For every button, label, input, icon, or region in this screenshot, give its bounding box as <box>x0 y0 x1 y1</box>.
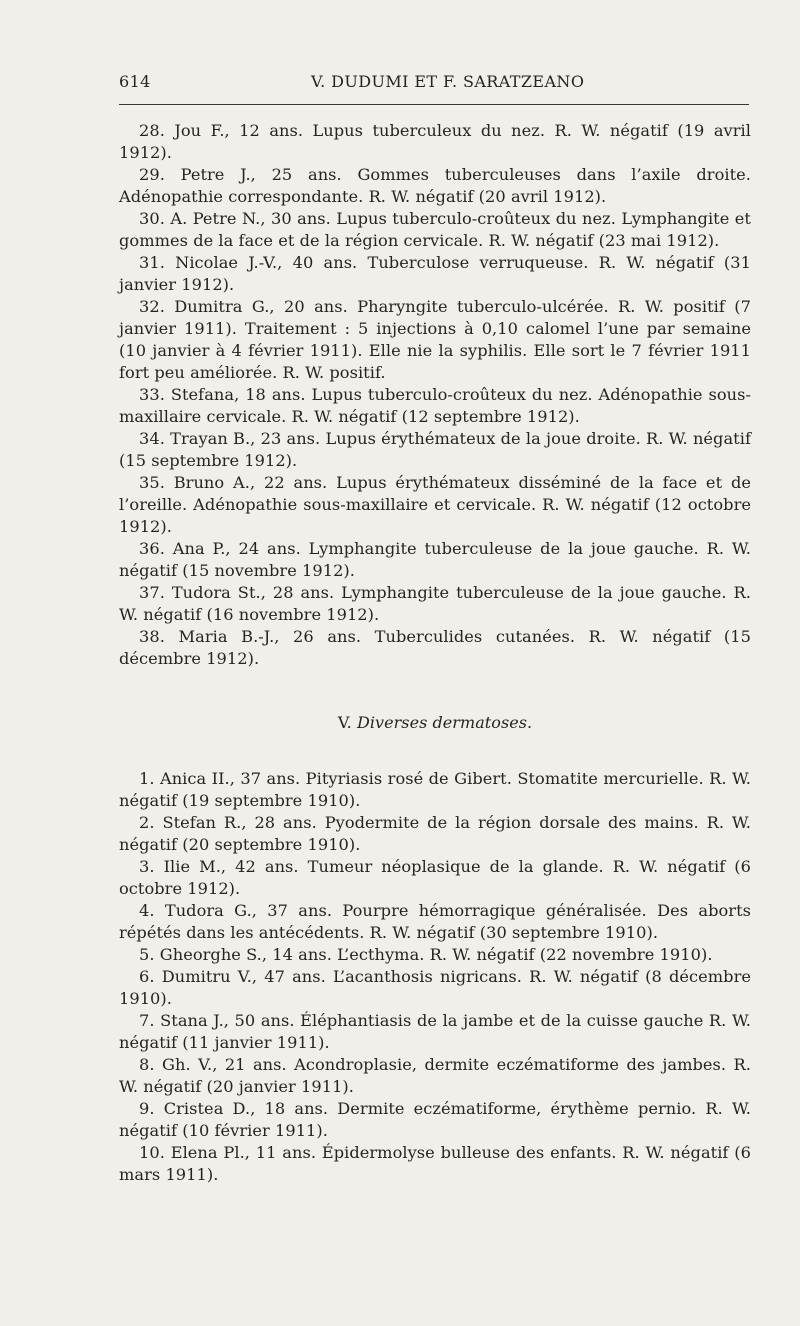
case-entry: 37. Tudora St., 28 ans. Lymphangite tuberculeuse de la joue gauche. R. W. négatif (16 novembre 1912). <box>119 583 751 624</box>
case-entry: 1. Anica II., 37 ans. Pityriasis rosé de Gibert. Stomatite mercurielle. R. W. négatif (19 septembre 1910). <box>119 769 751 810</box>
case-entry: 9. Cristea D., 18 ans. Dermite eczématiforme, érythème pernio. R. W. négatif (10 février 1911). <box>119 1099 751 1140</box>
section-number: V. <box>337 713 352 732</box>
case-entry: 31. Nicolae J.-V., 40 ans. Tuberculose verruqueuse. R. W. négatif (31 janvier 1912). <box>119 253 751 294</box>
case-entry: 30. A. Petre N., 30 ans. Lupus tuberculo-croûteux du nez. Lymphangite et gommes de la face et de la région cervicale. R. W. négatif (23 mai 1912). <box>119 209 751 250</box>
case-entry: 6. Dumitru V., 47 ans. L’acanthosis nigricans. R. W. négatif (8 décembre 1910). <box>119 967 751 1008</box>
page-header <box>119 72 749 94</box>
page-number: 614 <box>119 72 151 91</box>
case-entry: 4. Tudora G., 37 ans. Pourpre hémorragique généralisée. Des aborts répétés dans les antécédents. R. W. négatif (30 septembre 1910). <box>119 901 751 942</box>
running-title: V. DUDUMI ET F. SARATZEANO <box>311 72 585 91</box>
case-entry: 8. Gh. V., 21 ans. Acondroplasie, dermite eczématiforme des jambes. R. W. négatif (20 janvier 1911). <box>119 1055 751 1096</box>
case-entry: 32. Dumitra G., 20 ans. Pharyngite tuberculo-ulcérée. R. W. positif (7 janvier 1911). Traitement : 5 injections à 0,10 calomel l’une par semaine (10 janvier à 4 février 1911). Elle nie la syphilis. Elle sort le 7 février 1911 fort peu améliorée. R. W. positif. <box>119 297 751 382</box>
case-entry: 29. Petre J., 25 ans. Gommes tuberculeuses dans l’axile droite. Adénopathie correspondante. R. W. négatif (20 avril 1912). <box>119 165 751 206</box>
case-entry: 33. Stefana, 18 ans. Lupus tuberculo-croûteux du nez. Adénopathie sous-maxillaire cervicale. R. W. négatif (12 septembre 1912). <box>119 385 751 426</box>
case-entry: 28. Jou F., 12 ans. Lupus tuberculeux du nez. R. W. négatif (19 avril 1912). <box>119 121 751 162</box>
case-entry: 7. Stana J., 50 ans. Éléphantiasis de la jambe et de la cuisse gauche R. W. négatif (11 janvier 1911). <box>119 1011 751 1052</box>
case-entry: 38. Maria B.-J., 26 ans. Tuberculides cutanées. R. W. négatif (15 décembre 1912). <box>119 627 751 668</box>
case-entry: 5. Gheorghe S., 14 ans. L’ecthyma. R. W. négatif (22 novembre 1910). <box>139 945 713 964</box>
case-entry: 3. Ilie M., 42 ans. Tumeur néoplasique de la glande. R. W. négatif (6 octobre 1912). <box>119 857 751 898</box>
section-title: Diverses dermatoses. <box>356 713 533 732</box>
case-entry: 34. Trayan B., 23 ans. Lupus érythémateux de la joue droite. R. W. négatif (15 septembre 1912). <box>119 429 751 470</box>
section-heading <box>119 670 751 768</box>
header-rule <box>119 104 749 105</box>
case-entry: 10. Elena Pl., 11 ans. Épidermolyse bulleuse des enfants. R. W. négatif (6 mars 1911). <box>119 1143 751 1184</box>
case-entry: 2. Stefan R., 28 ans. Pyodermite de la région dorsale des mains. R. W. négatif (20 septembre 1910). <box>119 813 751 854</box>
page-body <box>119 120 751 1186</box>
case-entry: 36. Ana P., 24 ans. Lymphangite tuberculeuse de la joue gauche. R. W. négatif (15 novembre 1912). <box>119 539 751 580</box>
case-entry: 35. Bruno A., 22 ans. Lupus érythémateux disséminé de la face et de l’oreille. Adénopathie sous-maxillaire et cervicale. R. W. négatif (12 octobre 1912). <box>119 473 751 536</box>
